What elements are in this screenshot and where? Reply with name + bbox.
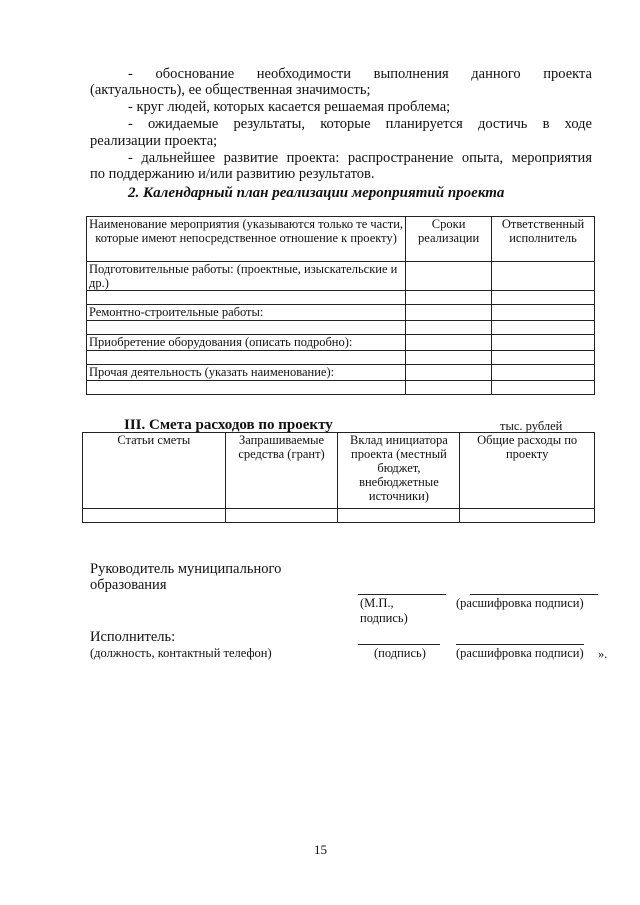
currency-unit: тыс. рублей <box>500 419 563 433</box>
table-cell <box>406 291 492 305</box>
table-cell <box>87 321 406 335</box>
plan-row-label: Приобретение оборудования (описать подробно): <box>87 335 406 351</box>
table-header-row <box>87 217 595 262</box>
head-title-line1: Руководитель муниципального <box>90 561 282 577</box>
table-cell <box>492 262 595 291</box>
table-cell <box>87 291 406 305</box>
intro-word: проекта <box>543 66 592 82</box>
table-cell <box>406 381 492 395</box>
budget-table <box>82 432 595 523</box>
budget-header-contribution: Вклад инициатора проекта (местный бюджет, внебюджетные источники) <box>338 433 460 509</box>
intro-line-5: реализации проекта; <box>90 133 218 149</box>
table-cell <box>492 305 595 321</box>
table-cell <box>460 509 595 523</box>
table-cell <box>225 509 338 523</box>
table-row <box>87 335 595 351</box>
table-row <box>83 509 595 523</box>
plan-header-responsible: Ответственный исполнитель <box>492 217 595 262</box>
intro-line-4: - ожидаемые результаты, которые планируется достичь в ходе <box>128 116 592 132</box>
signature-line-head <box>358 594 446 595</box>
intro-line-1 <box>90 66 592 82</box>
table-cell <box>338 509 460 523</box>
intro-word: выполнения <box>373 66 449 82</box>
decode-label-executor: (расшифровка подписи) <box>456 646 584 660</box>
intro-dash: - <box>128 66 133 82</box>
intro-line-7: по поддержанию и/или развитию результатов. <box>90 166 375 182</box>
intro-line-3: - круг людей, которых касается решаемая проблема; <box>128 99 451 115</box>
intro-word: необходимости <box>256 66 352 82</box>
section3-title: III. Смета расходов по проекту <box>124 417 333 433</box>
plan-row-label: Ремонтно-строительные работы: <box>87 305 406 321</box>
table-row <box>87 291 595 305</box>
intro-line-6: - дальнейшее развитие проекта: распространение опыта, мероприятия <box>128 150 592 166</box>
table-cell <box>406 351 492 365</box>
head-title-line2: образования <box>90 577 167 593</box>
decode-label-head: (расшифровка подписи) <box>456 596 584 610</box>
mp-label-line1: (М.П., <box>360 596 394 610</box>
plan-row-label: Подготовительные работы: (проектные, изыскательские и др.) <box>87 262 406 291</box>
table-row <box>87 305 595 321</box>
intro-line-2: (актуальность), ее общественная значимость; <box>90 82 371 98</box>
plan-row-label: Прочая деятельность (указать наименование): <box>87 365 406 381</box>
table-cell <box>87 351 406 365</box>
page-number: 15 <box>314 842 327 857</box>
position-note: (должность, контактный телефон) <box>90 646 272 660</box>
executor-label: Исполнитель: <box>90 629 176 645</box>
table-cell <box>492 335 595 351</box>
table-cell <box>492 381 595 395</box>
table-row <box>87 365 595 381</box>
mp-label-line2: подпись) <box>360 611 408 625</box>
intro-word: обоснование <box>155 66 235 82</box>
table-cell <box>406 321 492 335</box>
signature-line-executor <box>358 644 440 645</box>
table-row <box>87 321 595 335</box>
table-cell <box>406 262 492 291</box>
decode-line-head <box>470 594 598 595</box>
plan-header-dates: Сроки реализации <box>406 217 492 262</box>
table-cell <box>406 305 492 321</box>
plan-table <box>86 216 595 395</box>
decode-line-executor <box>456 644 584 645</box>
section2-title: 2. Календарный план реализации мероприятий проекта <box>128 185 505 201</box>
plan-header-activity: Наименование мероприятия (указываются только те части, которые имеют непосредственное отношение к проекту) <box>87 217 406 262</box>
closing-quote: ». <box>598 647 608 661</box>
intro-word: данного <box>471 66 521 82</box>
table-row <box>87 381 595 395</box>
signature-label-executor: (подпись) <box>374 646 426 660</box>
table-cell <box>406 365 492 381</box>
table-cell <box>492 321 595 335</box>
table-cell <box>492 291 595 305</box>
table-cell <box>492 351 595 365</box>
table-cell <box>83 509 226 523</box>
budget-header-items: Статьи сметы <box>83 433 226 509</box>
budget-header-total: Общие расходы по проекту <box>460 433 595 509</box>
table-cell <box>492 365 595 381</box>
table-cell <box>406 335 492 351</box>
table-header-row <box>83 433 595 509</box>
table-row <box>87 351 595 365</box>
budget-header-grant: Запрашиваемые средства (грант) <box>225 433 338 509</box>
table-row <box>87 262 595 291</box>
table-cell <box>87 381 406 395</box>
